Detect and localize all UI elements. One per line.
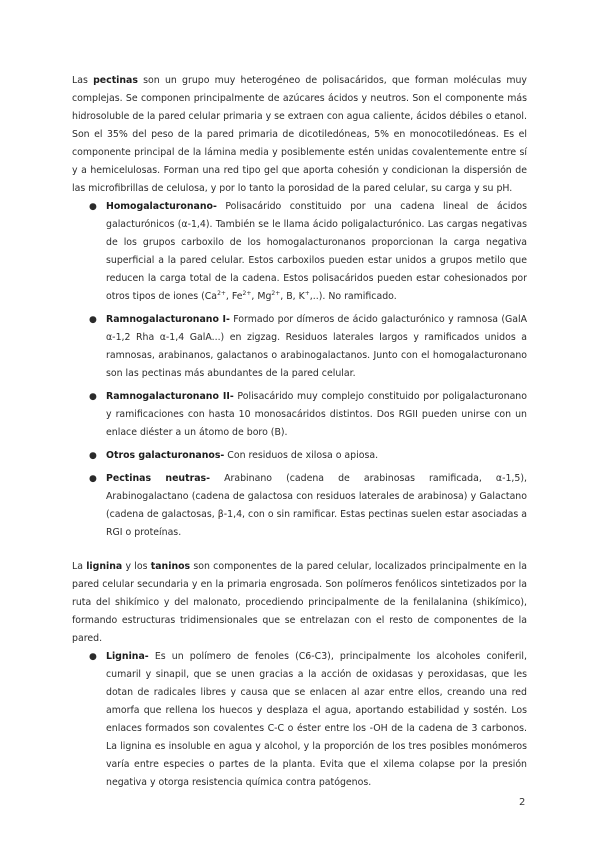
list-item-text: Arabinano (cadena de arabinosas ramificada, α-1,5), Arabinogalactano (cadena de galactosa con residuos laterales de arabinosa) y Galactano (cadena de galactosas, β-1,4, con o sin ramificar. Estas pectinas suelen estar asociadas a RGI o proteínas. (106, 473, 527, 538)
text-run: son un grupo muy heterogéneo de polisacáridos, que forman moléculas muy complejas. Se componen principalmente de azúcares ácidos y neutros. Son el componente más hidrosoluble de la pared celular primaria y se extraen con agua caliente, ácidos débiles o etanol. Son el 35% del peso de la pared primaria de dicotiledóneas, 5% en monocotiledóneas. Es el componente principal de la lámina media y posiblemente estén unidas covalentemente entre sí y a hemicelulosas. Forman una red tipo gel que aporta cohesión y condicionan la dispersión de las microfibrillas de celulosa, y por lo tanto la porosidad de la pared celular, su carga y su pH. (72, 75, 527, 194)
list-item-term: Lignina- (106, 651, 149, 662)
pectins-paragraph (72, 72, 527, 198)
list-item-term: Pectinas neutras- (106, 473, 211, 484)
tannins-term: taninos (150, 561, 191, 572)
lignin-paragraph (72, 558, 527, 648)
list-item-term: Ramnogalacturonano I- (106, 314, 230, 325)
ion-charge: 2+ (271, 289, 281, 297)
list-item (89, 388, 527, 442)
text-run: y los (122, 561, 151, 572)
ion-charge: 2+ (217, 289, 226, 297)
bullet-icon: ● (89, 392, 97, 402)
list-item-term: Otros galacturonanos- (106, 450, 225, 461)
text-run: son componentes de la pared celular, localizados principalmente en la pared celular secundaria y en la primaria engrosada. Son polímeros fenólicos sintetizados por la ruta del shikímico y del malonato, procediendo principalmente de la fenilalanina (shikímico), formando estructuras tridimensionales que se entrelazan con el resto de componentes de la pared. (72, 561, 528, 644)
ion-charge: + (304, 289, 310, 297)
page-content (72, 72, 527, 797)
list-item (89, 648, 527, 792)
text-run: La (72, 561, 87, 572)
list-item-text: , Mg (251, 291, 272, 302)
lignin-term: lignina (86, 561, 123, 572)
list-item-text: Formado por dímeros de ácido galacturónico y ramnosa (GalA α-1,2 Rha α-1,4 GalA...) en zigzag. Residuos laterales largos y ramificados unidos a ramnosas, arabinanos, galactanos o arabinogalactanos. Junto con el homogalacturonano son las pectinas más abundantes de la pared celular. (106, 314, 528, 379)
list-item-text: , Fe (225, 291, 243, 302)
bullet-icon: ● (89, 202, 97, 212)
ion-charge: 2+ (242, 289, 252, 297)
bullet-icon: ● (89, 652, 97, 662)
list-item-term: Ramnogalacturonano II- (106, 391, 234, 402)
list-item (89, 447, 527, 465)
list-item-term: Homogalacturonano- (106, 201, 217, 212)
bullet-icon: ● (89, 474, 97, 484)
text-run: Las (72, 75, 94, 86)
list-item-text: Es un polímero de fenoles (C6-C3), principalmente los alcoholes coniferil, cumaril y sinapil, que se unen gracias a la acción de oxidasas y peroxidasas, que les dotan de radicales libres y causa que se enlacen al azar entre ellos, creando una red amorfa que rellena los huecos y desplaza el agua, aportando estabilidad y sostén. Los enlaces formados son covalentes C-C o éster entre los -OH de la cadena de 3 carbonos. La lignina es insoluble en agua y alcohol, y la proporción de los tres posibles monómeros varía entre especies o partes de la planta. Evita que el xilema colapse por la presión negativa y otorga resistencia química contra patógenos. (106, 651, 527, 788)
list-item (89, 198, 527, 306)
list-item (89, 311, 528, 383)
list-item-text: , B, K (280, 291, 305, 302)
bullet-icon: ● (89, 315, 97, 325)
page-number: 2 (519, 797, 526, 808)
list-item-text: ,..). No ramificado. (309, 291, 397, 302)
list-item-text: Polisacárido muy complejo constituido por poligalacturonano y ramificaciones con hasta 10 monosacáridos distintos. Dos RGII pueden unirse con un enlace diéster a un átomo de boro (B). (106, 391, 527, 438)
bullet-icon: ● (89, 451, 97, 461)
pectin-types-list (72, 198, 527, 542)
list-item-text: Polisacárido constituido por una cadena lineal de ácidos galacturónicos (α-1,4). También se le llama ácido poligalacturónico. Las cargas negativas de los grupos carboxilo de los homogalacturonanos proporcionan la carga negativa superficial a la pared celular. Estos carboxilos pueden estar unidos a grupos metilo que reducen la carga total de la cadena. Estos polisacáridos pueden estar cohesionados por otros tipos de iones (Ca (106, 201, 527, 302)
list-item (89, 470, 527, 542)
pectins-term: pectinas (93, 75, 138, 86)
list-item-text: Con residuos de xilosa o apiosa. (224, 450, 379, 461)
lignin-list (72, 648, 527, 792)
